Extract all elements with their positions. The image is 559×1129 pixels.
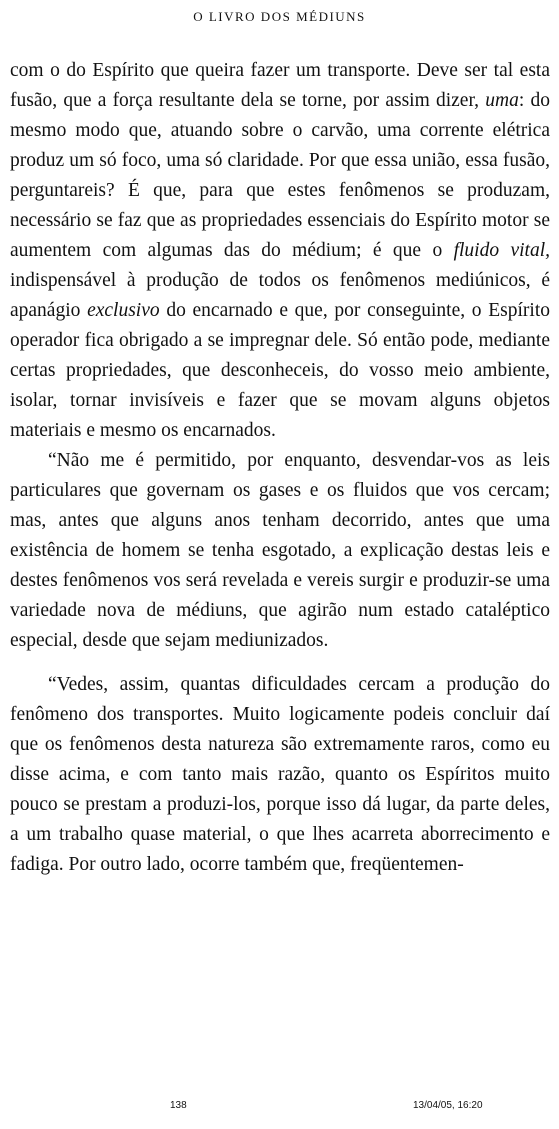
print-timestamp: 13/04/05, 16:20 (413, 1100, 483, 1111)
paragraph-2: “Não me é permitido, por enquanto, desvendar-vos as leis particulares que governam os gases e os fluidos que vos cercam; mas, antes que alguns anos tenham decorrido, antes que uma existência de homem se tenha esgotado, a explicação destas leis e destes fenômenos vos será revelada e vereis surgir e produzir-se uma variedade nova de médiuns, que agirão num estado cataléptico especial, desde que sejam mediunizados. (10, 450, 550, 651)
paragraph-1-text-d: do encarnado e que, por conseguinte, o Espírito operador fica obrigado a se impregnar dele. Só então pode, mediante certas propriedades, que desconheceis, do vosso meio ambiente, isolar, tornar invisíveis e fazer que se movam alguns objetos materiais e mesmo os encarnados. (10, 300, 550, 441)
paragraph-3: “Vedes, assim, quantas dificuldades cercam a produção do fenômeno dos transportes. Muito logicamente podeis concluir daí que os fenômenos desta natureza são extremamente raros, como eu disse acima, e com tanto mais razão, quanto os Espíritos muito pouco se prestam a produzi-los, porque isso dá lugar, da parte deles, a um trabalho quase material, o que lhes acarreta aborrecimento e fadiga. Por outro lado, ocorre também que, freqüentemen- (10, 674, 550, 875)
emphasis-uma: uma (485, 90, 519, 111)
paragraph-1 (10, 56, 550, 446)
paragraph-1-text-b: : do mesmo modo que, atuando sobre o carvão, uma corrente elétrica produz um só foco, uma só claridade. Por que essa união, essa fusão, perguntareis? É que, para que estes fenômenos se produzam, necessário se faz que as propriedades essenciais do Espírito motor se aumentem com algumas das do médium; é que o (10, 90, 550, 261)
emphasis-exclusivo: exclusivo (87, 300, 160, 321)
emphasis-fluido-vital: fluido vital, (453, 240, 550, 261)
book-text (10, 56, 550, 880)
page-number: 138 (170, 1100, 187, 1111)
paragraph-1-text-c: indispensável à produção de todos os fenômenos mediúnicos, é apanágio (10, 270, 550, 321)
paragraph-1-text-a: com o do Espírito que queira fazer um transporte. Deve ser tal esta fusão, que a força resultante dela se torne, por assim dizer, (10, 60, 550, 111)
running-head: O LIVRO DOS MÉDIUNS (193, 9, 366, 24)
